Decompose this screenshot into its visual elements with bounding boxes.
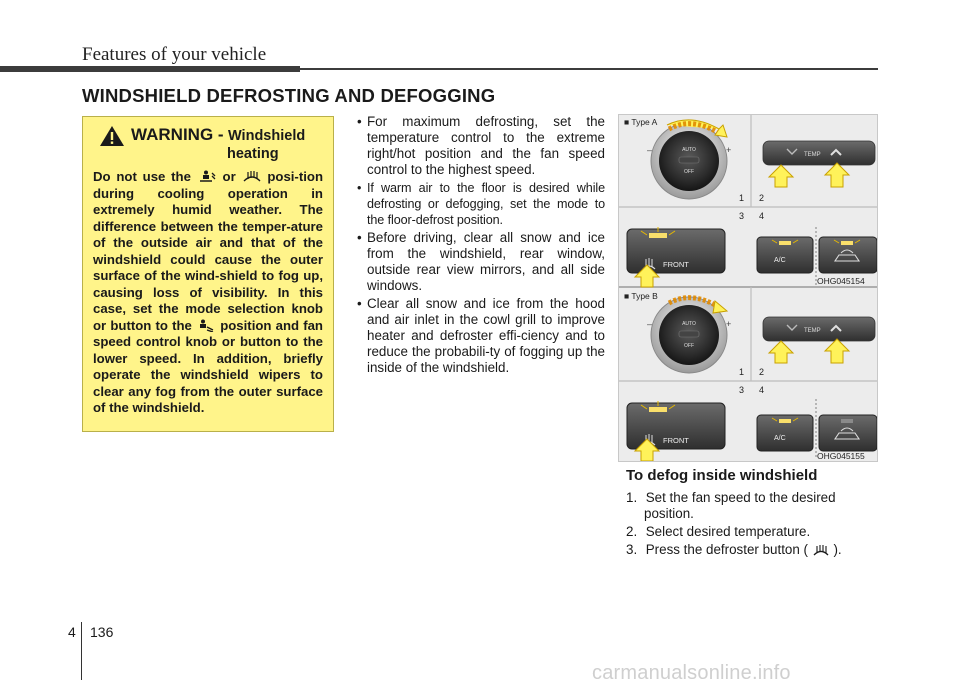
warning-text-part1: Do not use the: [93, 169, 191, 184]
list-item: [626, 524, 878, 540]
list-item: • If warm air to the floor is desired while defrosting or defogging, set the mode to the floor-defrost position.: [355, 180, 605, 228]
step-text: Set the fan speed to the desired: [645, 490, 836, 505]
ac-button-label: A/C: [774, 435, 786, 442]
indicator-light: [649, 407, 667, 412]
step-4-label: 4: [759, 211, 765, 221]
header-bar: [0, 66, 300, 72]
step-number: 2.: [626, 524, 638, 539]
step-number: 3.: [626, 542, 638, 557]
warning-text-part2: posi-tion during cooling operation in extremely humid weather. The difference between the temper-ature of the outside air and that of the windshield could cause the outer surface of the wind-shield to fog up, causing loss of visibility. In this case, set the mode selection knob or button to the: [93, 169, 323, 333]
type-b-label: ■ Type B: [624, 291, 658, 301]
warning-triangle-icon: [99, 125, 125, 147]
indicator-light: [779, 241, 791, 245]
defog-heading: To defog inside windshield: [626, 467, 818, 484]
warning-topic-line2: heating: [227, 146, 279, 162]
plus-icon: +: [726, 319, 732, 329]
plus-icon: +: [726, 145, 732, 155]
step-1-label: 1: [739, 193, 745, 203]
list-item: [626, 542, 878, 558]
list-item: [626, 490, 878, 522]
warning-text: [93, 169, 323, 417]
defog-steps: [626, 490, 878, 560]
front-button-label: FRONT: [663, 260, 689, 269]
warning-box: [82, 116, 334, 432]
figure-code-b: OHG045155: [817, 451, 865, 461]
list-item: • For maximum defrosting, set the temperature control to the extreme right/hot position and the fan speed control to the highest speed.: [355, 114, 605, 178]
indicator-light: [779, 419, 791, 423]
section-title: WINDSHIELD DEFROSTING AND DEFOGGING: [82, 85, 496, 106]
temp-label: TEMP: [804, 328, 821, 334]
front-button-label: FRONT: [663, 436, 689, 445]
warning-text-part3: position and fan speed control knob or button to the lower speed. In addition, briefly operate the windshield wipers to clear any fog from the outer surface of the windshield.: [93, 317, 323, 415]
step-text: Press the defroster button (: [645, 542, 808, 557]
floor-defrost-mode-icon: [197, 170, 217, 183]
step-1-label: 1: [739, 367, 745, 377]
warning-header: [93, 125, 323, 163]
minus-icon: –: [647, 319, 653, 329]
step-2-label: 2: [759, 367, 765, 377]
warning-word: WARNING -: [131, 125, 224, 144]
ac-button-label: A/C: [774, 257, 786, 264]
warning-text-or: or: [222, 169, 236, 184]
step-text: Select desired temperature.: [645, 524, 811, 539]
step-3-label: 3: [739, 211, 745, 221]
step-4-label: 4: [759, 385, 765, 395]
type-a-label: ■ Type A: [624, 117, 658, 127]
knob-auto-label: AUTO: [682, 147, 696, 153]
footer-rule: [81, 622, 82, 680]
defrost-icon: [812, 543, 830, 557]
watermark: carmanualsonline.info: [592, 662, 791, 684]
step-text: ).: [833, 542, 842, 557]
step-3-label: 3: [739, 385, 745, 395]
climate-control-figure: [618, 114, 878, 462]
knob-off-label: OFF: [684, 169, 694, 175]
indicator-light: [841, 241, 853, 245]
minus-icon: –: [647, 145, 653, 155]
chapter-number: 4: [68, 624, 76, 640]
page-number: 136: [90, 624, 114, 640]
defrost-tips-list: [355, 114, 605, 378]
knob-indicator: [679, 331, 699, 337]
list-item: • Clear all snow and ice from the hood and air inlet in the cowl grill to improve heater and defroster effi-ciency and to reduce the probabili-ty of fogging up the inside of the windshield.: [355, 296, 605, 376]
temp-label: TEMP: [804, 152, 821, 158]
header-rule: [300, 68, 878, 70]
floor-mode-icon: [196, 319, 216, 332]
step-text: position.: [644, 506, 694, 521]
knob-indicator: [679, 157, 699, 163]
figure-code-a: OHG045154: [817, 276, 865, 286]
knob-auto-label: AUTO: [682, 321, 696, 327]
indicator-light: [649, 233, 667, 238]
list-item: • Before driving, clear all snow and ice from the windshield, rear window, outside rear view mirrors, and all side windows.: [355, 230, 605, 294]
step-2-label: 2: [759, 193, 765, 203]
chapter-title: Features of your vehicle: [82, 44, 267, 65]
defrost-icon: [242, 170, 262, 183]
indicator-light: [841, 419, 853, 423]
knob-off-label: OFF: [684, 343, 694, 349]
warning-topic-line1: Windshield: [228, 128, 306, 144]
step-number: 1.: [626, 490, 638, 505]
climate-control-illustration: [619, 115, 877, 461]
